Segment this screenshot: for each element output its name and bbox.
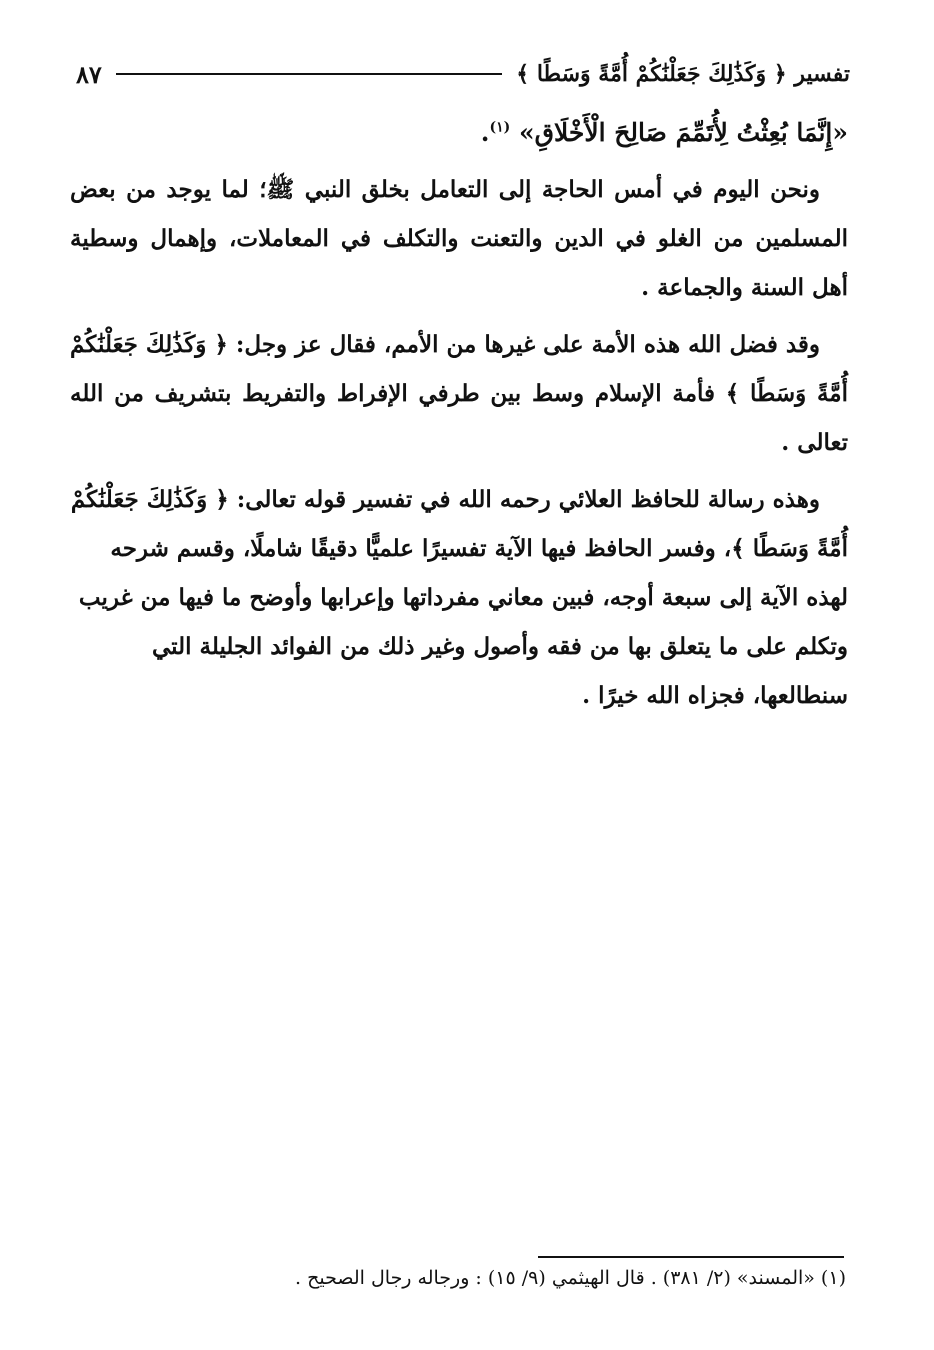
body-text: [70, 108, 848, 728]
paragraph: وهذه رسالة للحافظ العلائي رحمه الله في تفسير قوله تعالى: ﴿ وَكَذَٰلِكَ جَعَلْنَٰكُمْ أُمَّةً وَسَطًا ﴾، وفسر الحافظ فيها الآية تفسيرًا علميًّا دقيقًا شاملًا، وقسم شرحه لهذه الآية إلى سبعة أوجه، فبين معاني مفرداتها وإعرابها وأوضح ما فيها من غريب وتكلم على ما يتعلق بها من فقه وأصول وغير ذلك من الفوائد الجليلة التي سنطالعها، فجزاه الله خيرًا .: [70, 486, 848, 709]
header-rule: [116, 73, 503, 75]
paragraph-hadith: «إِنَّمَا بُعِثْتُ لِأُتَمِّمَ صَالِحَ الْأَخْلَاقِ» $^{(١)}$.: [480, 118, 848, 147]
running-header: [70, 52, 850, 96]
footnote: (١) «المسند» (٢/ ٣٨١) . قال الهيثمي (٩/ ١٥) : ورجاله رجال الصحيح .: [295, 1267, 846, 1289]
paragraph: وقد فضل الله هذه الأمة على غيرها من الأمم، فقال عز وجل: ﴿ وَكَذَٰلِكَ جَعَلْنَٰكُمْ أُمَّةً وَسَطًا ﴾ فأمة الإسلام وسط بين طرفي الإفراط والتفريط بتشريف من الله تعالى .: [70, 331, 848, 456]
hadith-quote: «إِنَّمَا بُعِثْتُ لِأُتَمِّمَ صَالِحَ الْأَخْلَاقِ»: [518, 118, 848, 147]
page-number: ٨٧: [76, 59, 102, 89]
paragraph: ونحن اليوم في أمس الحاجة إلى التعامل بخلق النبي ﷺ؛ لما يوجد من بعض المسلمين من الغلو في الدين والتعنت والتكلف في المعاملات، وإهمال وسطية أهل السنة والجماعة .: [70, 176, 848, 301]
footnote-divider: [538, 1256, 844, 1258]
header-title: تفسير ﴿ وَكَذَٰلِكَ جَعَلْنَٰكُمْ أُمَّةً وَسَطًا ﴾: [516, 61, 850, 87]
footnote-reference: (١): [489, 119, 511, 136]
